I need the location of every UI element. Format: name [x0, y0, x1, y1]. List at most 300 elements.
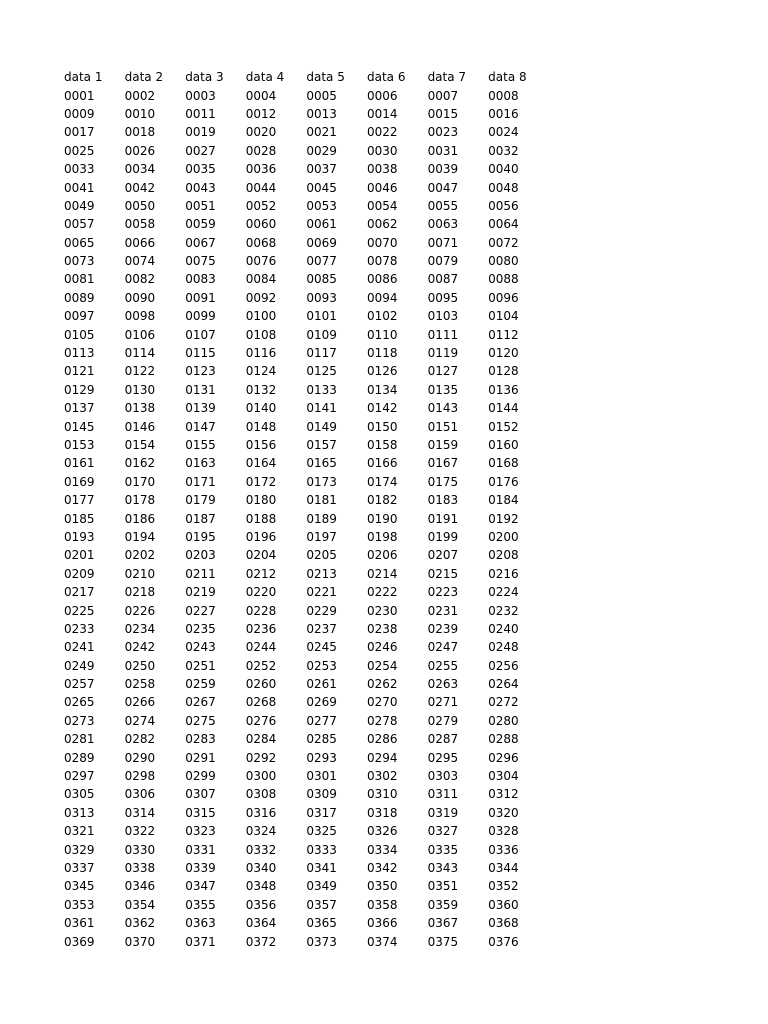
table-cell: 0007 — [427, 88, 459, 103]
table-cell: 0317 — [306, 805, 337, 820]
table-cell: 0267 — [185, 695, 216, 710]
table-cell: 0228 — [245, 603, 277, 618]
table-cell: 0348 — [245, 879, 277, 894]
table-cell: 0160 — [488, 438, 519, 452]
table-cell: 0324 — [245, 824, 277, 839]
table-row — [64, 178, 549, 196]
table-cell: 0358 — [366, 897, 398, 912]
table-cell: 0126 — [366, 364, 398, 379]
table-cell: 0337 — [64, 860, 95, 875]
table-cell: 0157 — [306, 438, 337, 452]
table-cell: 0248 — [488, 640, 519, 655]
column-header-1: data 1 — [64, 70, 103, 85]
table-row — [64, 454, 549, 472]
table-cell: 0166 — [366, 456, 398, 471]
table-cell: 0004 — [245, 88, 277, 103]
table-row — [64, 859, 549, 877]
table-cell: 0045 — [306, 180, 337, 195]
table-cell: 0297 — [64, 769, 95, 784]
table-cell: 0223 — [427, 585, 459, 600]
table-cell: 0140 — [245, 401, 277, 416]
table-cell: 0061 — [306, 217, 337, 232]
table-cell: 0159 — [427, 438, 459, 452]
table-cell: 0220 — [245, 585, 277, 600]
table-cell: 0361 — [64, 916, 95, 931]
table-cell: 0355 — [185, 897, 216, 912]
table-cell: 0293 — [306, 750, 337, 765]
column-header-4: data 4 — [245, 70, 285, 85]
table-header — [64, 68, 549, 86]
table-cell: 0298 — [124, 769, 156, 784]
table-cell: 0009 — [64, 106, 95, 121]
table-cell: 0175 — [427, 474, 459, 489]
table-cell: 0196 — [245, 529, 277, 544]
table-cell: 0026 — [124, 143, 156, 158]
table-row — [64, 509, 549, 527]
table-cell: 0284 — [245, 732, 277, 747]
table-cell: 0002 — [124, 88, 156, 103]
table-cell: 0102 — [366, 309, 398, 324]
table-cell: 0360 — [488, 897, 519, 912]
column-header-6: data 6 — [366, 70, 406, 85]
table-row — [64, 362, 549, 380]
table-cell: 0217 — [64, 585, 95, 600]
table-cell: 0093 — [306, 290, 337, 305]
table-cell: 0039 — [427, 162, 459, 177]
table-cell: 0127 — [427, 364, 459, 379]
table-cell: 0116 — [245, 346, 277, 361]
table-cell: 0203 — [185, 548, 216, 563]
table-cell: 0124 — [245, 364, 277, 379]
table-cell: 0001 — [64, 88, 95, 103]
table-cell: 0366 — [366, 916, 398, 931]
table-cell: 0299 — [185, 769, 216, 784]
table-cell: 0024 — [488, 125, 519, 140]
table-row — [64, 822, 549, 840]
table-cell: 0213 — [306, 566, 337, 581]
table-cell: 0186 — [124, 511, 156, 526]
table-cell: 0240 — [488, 621, 519, 636]
table-row — [64, 896, 549, 914]
table-cell: 0100 — [245, 309, 277, 324]
table-cell: 0063 — [427, 217, 459, 232]
table-cell: 0085 — [306, 272, 337, 287]
table-cell: 0122 — [124, 364, 156, 379]
table-cell: 0169 — [64, 474, 95, 489]
table-cell: 0189 — [306, 511, 337, 526]
table-cell: 0259 — [185, 677, 216, 692]
table-cell: 0329 — [64, 842, 95, 857]
table-cell: 0162 — [124, 456, 156, 471]
table-cell: 0328 — [488, 824, 519, 839]
table-row — [64, 123, 549, 141]
table-cell: 0164 — [245, 456, 277, 471]
table-cell: 0303 — [427, 769, 459, 784]
table-cell: 0335 — [427, 842, 459, 857]
table-cell: 0266 — [124, 695, 156, 710]
table-cell: 0376 — [488, 934, 519, 949]
table-cell: 0342 — [366, 860, 398, 875]
table-row — [64, 693, 549, 711]
table-cell: 0030 — [366, 143, 398, 158]
table-cell: 0256 — [488, 658, 519, 673]
table-cell: 0155 — [185, 438, 216, 452]
table-cell: 0179 — [185, 493, 216, 508]
table-cell: 0375 — [427, 934, 459, 949]
table-cell: 0319 — [427, 805, 459, 820]
table-cell: 0028 — [245, 143, 277, 158]
table-row — [64, 399, 549, 417]
table-cell: 0367 — [427, 916, 459, 931]
table-cell: 0195 — [185, 529, 216, 544]
table-cell: 0135 — [427, 382, 459, 397]
table-cell: 0115 — [185, 346, 216, 361]
table-cell: 0205 — [306, 548, 337, 563]
table-cell: 0288 — [488, 732, 519, 747]
table-cell: 0049 — [64, 198, 95, 213]
table-cell: 0034 — [124, 162, 156, 177]
table-cell: 0209 — [64, 566, 95, 581]
table-cell: 0263 — [427, 677, 459, 692]
table-row — [64, 86, 549, 104]
table-cell: 0312 — [488, 787, 519, 802]
table-cell: 0221 — [306, 585, 337, 600]
table-cell: 0041 — [64, 180, 95, 195]
table-row — [64, 289, 549, 307]
table-cell: 0211 — [185, 566, 216, 581]
table-row — [64, 381, 549, 399]
table-cell: 0053 — [306, 198, 337, 213]
table-cell: 0120 — [488, 346, 519, 361]
table-cell: 0264 — [488, 677, 519, 692]
table-cell: 0055 — [427, 198, 459, 213]
table-cell: 0129 — [64, 382, 95, 397]
table-cell: 0269 — [306, 695, 337, 710]
table-cell: 0363 — [185, 916, 216, 931]
table-cell: 0254 — [366, 658, 398, 673]
table-cell: 0143 — [427, 401, 459, 416]
table-cell: 0260 — [245, 677, 277, 692]
table-cell: 0051 — [185, 198, 216, 213]
table-cell: 0194 — [124, 529, 156, 544]
table-cell: 0133 — [306, 382, 337, 397]
table-cell: 0296 — [488, 750, 519, 765]
table-cell: 0326 — [366, 824, 398, 839]
table-body — [64, 86, 549, 950]
table-cell: 0224 — [488, 585, 519, 600]
table-cell: 0103 — [427, 309, 459, 324]
table-cell: 0323 — [185, 824, 216, 839]
table-cell: 0134 — [366, 382, 398, 397]
table-cell: 0125 — [306, 364, 337, 379]
table-cell: 0370 — [124, 934, 156, 949]
table-cell: 0275 — [185, 713, 216, 728]
table-cell: 0087 — [427, 272, 459, 287]
table-cell: 0144 — [488, 401, 519, 416]
table-cell: 0193 — [64, 529, 95, 544]
table-row — [64, 142, 549, 160]
table-cell: 0198 — [366, 529, 398, 544]
table-cell: 0109 — [306, 327, 337, 342]
table-row — [64, 546, 549, 564]
table-cell: 0340 — [245, 860, 277, 875]
table-cell: 0083 — [185, 272, 216, 287]
table-cell: 0180 — [245, 493, 277, 508]
table-cell: 0334 — [366, 842, 398, 857]
table-cell: 0359 — [427, 897, 459, 912]
table-cell: 0012 — [245, 106, 277, 121]
table-cell: 0150 — [366, 419, 398, 434]
table-row — [64, 730, 549, 748]
table-cell: 0138 — [124, 401, 156, 416]
table-cell: 0141 — [306, 401, 337, 416]
table-cell: 0092 — [245, 290, 277, 305]
table-cell: 0050 — [124, 198, 156, 213]
table-row — [64, 270, 549, 288]
table-cell: 0249 — [64, 658, 95, 673]
table-cell: 0251 — [185, 658, 216, 673]
table-cell: 0369 — [64, 934, 95, 949]
table-cell: 0219 — [185, 585, 216, 600]
table-cell: 0309 — [306, 787, 337, 802]
table-cell: 0222 — [366, 585, 398, 600]
header-row — [64, 68, 549, 86]
table-cell: 0287 — [427, 732, 459, 747]
table-cell: 0330 — [124, 842, 156, 857]
table-row — [64, 657, 549, 675]
table-cell: 0146 — [124, 419, 156, 434]
table-cell: 0151 — [427, 419, 459, 434]
table-cell: 0202 — [124, 548, 156, 563]
table-row — [64, 638, 549, 656]
table-row — [64, 932, 549, 950]
table-cell: 0006 — [366, 88, 398, 103]
table-cell: 0188 — [245, 511, 277, 526]
table-row — [64, 583, 549, 601]
table-cell: 0242 — [124, 640, 156, 655]
table-cell: 0327 — [427, 824, 459, 839]
table-cell: 0304 — [488, 769, 519, 784]
table-cell: 0008 — [488, 88, 519, 103]
table-cell: 0274 — [124, 713, 156, 728]
table-cell: 0341 — [306, 860, 337, 875]
table-cell: 0084 — [245, 272, 277, 287]
table-cell: 0156 — [245, 438, 277, 452]
table-row — [64, 325, 549, 343]
table-cell: 0074 — [124, 254, 156, 269]
table-cell: 0351 — [427, 879, 459, 894]
table-cell: 0121 — [64, 364, 95, 379]
table-cell: 0215 — [427, 566, 459, 581]
table-cell: 0204 — [245, 548, 277, 563]
table-row — [64, 344, 549, 362]
table-cell: 0064 — [488, 217, 519, 232]
table-cell: 0302 — [366, 769, 398, 784]
table-row — [64, 840, 549, 858]
table-cell: 0110 — [366, 327, 398, 342]
table-cell: 0316 — [245, 805, 277, 820]
table-cell: 0291 — [185, 750, 216, 765]
table-cell: 0098 — [124, 309, 156, 324]
table-cell: 0227 — [185, 603, 216, 618]
table-row — [64, 528, 549, 546]
table-cell: 0130 — [124, 382, 156, 397]
table-cell: 0174 — [366, 474, 398, 489]
table-cell: 0158 — [366, 438, 398, 452]
table-cell: 0065 — [64, 235, 95, 250]
column-header-3: data 3 — [185, 70, 224, 85]
table-cell: 0345 — [64, 879, 95, 894]
table-cell: 0082 — [124, 272, 156, 287]
table-cell: 0245 — [306, 640, 337, 655]
table-cell: 0310 — [366, 787, 398, 802]
table-cell: 0295 — [427, 750, 459, 765]
table-cell: 0011 — [185, 106, 216, 121]
table-cell: 0113 — [64, 346, 95, 361]
column-header-5: data 5 — [306, 70, 345, 85]
table-row — [64, 785, 549, 803]
table-cell: 0161 — [64, 456, 95, 471]
table-cell: 0338 — [124, 860, 156, 875]
table-cell: 0300 — [245, 769, 277, 784]
table-cell: 0040 — [488, 162, 519, 177]
table-cell: 0043 — [185, 180, 216, 195]
table-cell: 0020 — [245, 125, 277, 140]
table-cell: 0077 — [306, 254, 337, 269]
table-cell: 0257 — [64, 677, 95, 692]
column-header-7: data 7 — [427, 70, 467, 85]
table-cell: 0282 — [124, 732, 156, 747]
table-row — [64, 712, 549, 730]
table-cell: 0230 — [366, 603, 398, 618]
table-cell: 0021 — [306, 125, 337, 140]
table-cell: 0201 — [64, 548, 95, 563]
table-cell: 0374 — [366, 934, 398, 949]
table-cell: 0373 — [306, 934, 337, 949]
table-row — [64, 473, 549, 491]
table-cell: 0208 — [488, 548, 519, 563]
table-cell: 0271 — [427, 695, 459, 710]
table-cell: 0182 — [366, 493, 398, 508]
table-row — [64, 565, 549, 583]
table-cell: 0206 — [366, 548, 398, 563]
table-row — [64, 197, 549, 215]
table-cell: 0105 — [64, 327, 95, 342]
table-cell: 0104 — [488, 309, 519, 324]
table-cell: 0029 — [306, 143, 337, 158]
table-row — [64, 215, 549, 233]
table-cell: 0255 — [427, 658, 459, 673]
table-cell: 0066 — [124, 235, 156, 250]
table-cell: 0031 — [427, 143, 459, 158]
table-cell: 0243 — [185, 640, 216, 655]
table-cell: 0119 — [427, 346, 459, 361]
table-cell: 0236 — [245, 621, 277, 636]
table-cell: 0294 — [366, 750, 398, 765]
table-row — [64, 877, 549, 895]
table-cell: 0252 — [245, 658, 277, 673]
table-cell: 0212 — [245, 566, 277, 581]
table-cell: 0239 — [427, 621, 459, 636]
table-cell: 0368 — [488, 916, 519, 931]
table-row — [64, 252, 549, 270]
table-cell: 0147 — [185, 419, 216, 434]
table-cell: 0118 — [366, 346, 398, 361]
table-cell: 0272 — [488, 695, 519, 710]
table-cell: 0069 — [306, 235, 337, 250]
table-cell: 0315 — [185, 805, 216, 820]
table-cell: 0210 — [124, 566, 156, 581]
table-cell: 0023 — [427, 125, 459, 140]
table-cell: 0025 — [64, 143, 95, 158]
table-cell: 0286 — [366, 732, 398, 747]
table-cell: 0016 — [488, 106, 519, 121]
table-cell: 0232 — [488, 603, 519, 618]
table-cell: 0181 — [306, 493, 337, 508]
table-cell: 0086 — [366, 272, 398, 287]
table-cell: 0101 — [306, 309, 337, 324]
table-cell: 0132 — [245, 382, 277, 397]
table-cell: 0325 — [306, 824, 337, 839]
table-cell: 0038 — [366, 162, 398, 177]
table-cell: 0145 — [64, 419, 95, 434]
table-cell: 0356 — [245, 897, 277, 912]
table-cell: 0068 — [245, 235, 277, 250]
table-cell: 0081 — [64, 272, 95, 287]
table-cell: 0075 — [185, 254, 216, 269]
table-cell: 0318 — [366, 805, 398, 820]
table-cell: 0218 — [124, 585, 156, 600]
table-cell: 0099 — [185, 309, 216, 324]
table-cell: 0346 — [124, 879, 156, 894]
table-cell: 0343 — [427, 860, 459, 875]
table-cell: 0060 — [245, 217, 277, 232]
table-cell: 0176 — [488, 474, 519, 489]
table-cell: 0265 — [64, 695, 95, 710]
table-cell: 0047 — [427, 180, 459, 195]
table-cell: 0044 — [245, 180, 277, 195]
table-cell: 0037 — [306, 162, 337, 177]
table-cell: 0308 — [245, 787, 277, 802]
table-cell: 0280 — [488, 713, 519, 728]
table-cell: 0168 — [488, 456, 519, 471]
table-cell: 0042 — [124, 180, 156, 195]
table-cell: 0073 — [64, 254, 95, 269]
table-row — [64, 914, 549, 932]
table-cell: 0114 — [124, 346, 156, 361]
table-cell: 0152 — [488, 419, 519, 434]
table-cell: 0076 — [245, 254, 277, 269]
table-row — [64, 436, 549, 454]
table-cell: 0022 — [366, 125, 398, 140]
table-cell: 0331 — [185, 842, 216, 857]
table-cell: 0283 — [185, 732, 216, 747]
table-cell: 0246 — [366, 640, 398, 655]
table-cell: 0241 — [64, 640, 95, 655]
table-cell: 0178 — [124, 493, 156, 508]
table-cell: 0270 — [366, 695, 398, 710]
table-cell: 0349 — [306, 879, 337, 894]
table-cell: 0365 — [306, 916, 337, 931]
table-cell: 0052 — [245, 198, 277, 213]
table-cell: 0278 — [366, 713, 398, 728]
table-cell: 0372 — [245, 934, 277, 949]
table-cell: 0111 — [427, 327, 459, 342]
table-cell: 0137 — [64, 401, 95, 416]
table-cell: 0005 — [306, 88, 337, 103]
table-cell: 0177 — [64, 493, 95, 508]
table-cell: 0046 — [366, 180, 398, 195]
